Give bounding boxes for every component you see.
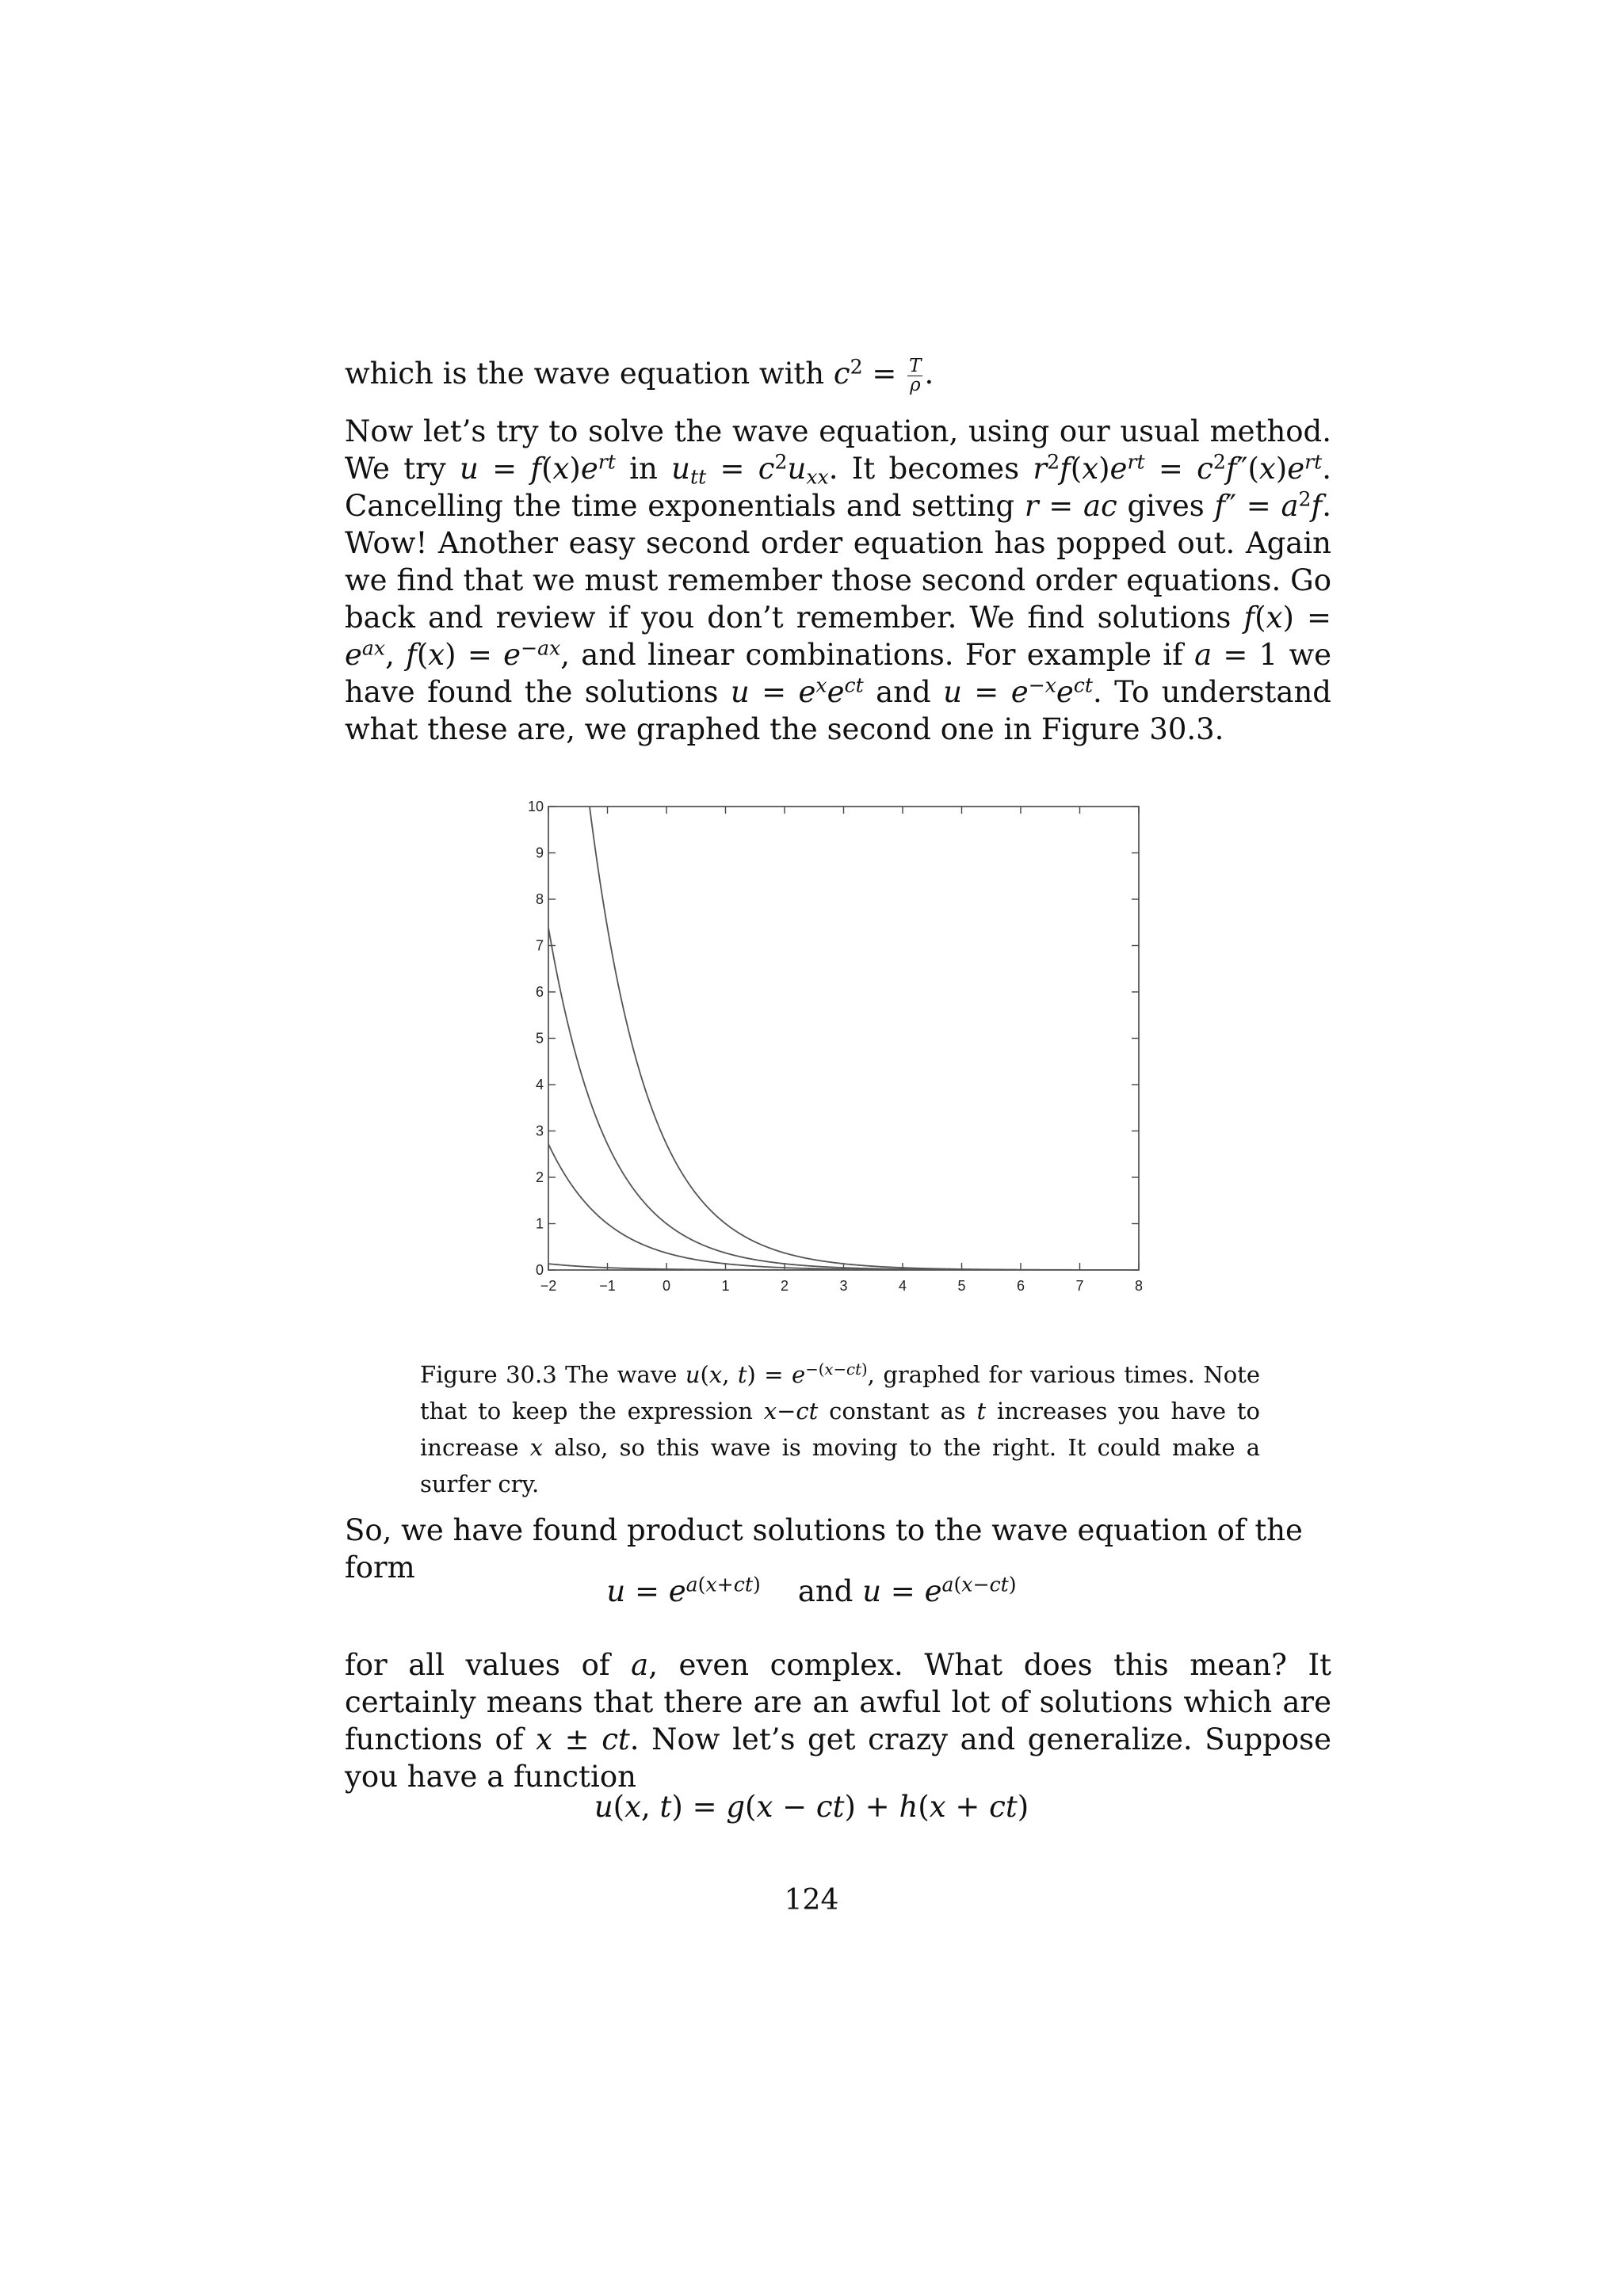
x-tick-label: 1 [721,1278,730,1294]
paragraph-1: Now let’s try to solve the wave equation, using our usual method. We try $u = f(x)e^{rt}$ in $u_{tt} = c^2u_{xx}$. It becomes $r^2f(x)e^{rt} = c^2f''(x)e^{rt}$. Cancelling the time exponentials and setting r = ac gives $f'' = a^2f$. Wow! Another easy second order equation has popped out. Again we find that we must remember those second order equations. Go back and review if you don’t remember. We find solutions $f(x) = e^{ax}$, $f(x) = e^{-ax}$, and linear combinations. For example if a = 1 we have found the solutions $u = e^xe^{ct}$ and $u = e^{-x}e^{ct}$. To understand what these are, we graphed the second one in Figure 30.3. [345,414,1332,746]
y-tick-label: 1 [535,1215,544,1232]
x-tick-label: 0 [662,1278,671,1294]
paragraph-3: for all values of a, even complex. What does this mean? It certainly means that there are an awful lot of solutions which are functions of x ± ct. Now let’s get crazy and generalize. Suppose you have a function [345,1648,1331,1794]
series-line-2 [548,1144,1139,1270]
figure-label: Figure 30.3 [420,1361,557,1388]
figure-caption: Figure 30.3 The wave u(x, $t) = e^{-(x-ct)}$, graphed for various times. Note that to keep the expression x−ct constant as t increases you have to increase x also, so this wave is moving to the right. It could make a surfer cry. [420,1360,1260,1497]
y-tick-label: 5 [535,1030,544,1047]
page-number: 124 [784,1884,839,1917]
x-tick-label: 3 [839,1278,848,1294]
x-tick-label: 8 [1134,1278,1144,1294]
x-tick-label: 7 [1075,1278,1084,1294]
display-equation-2: u(x, t) = g(x − ct) + h(x + ct) [594,1790,1029,1824]
y-tick-label: 8 [535,891,544,907]
plot-frame [548,807,1139,1270]
series-line-4 [548,339,1139,1270]
series-line-3 [548,928,1139,1270]
x-tick-label: 5 [957,1278,966,1294]
y-tick-label: 3 [535,1123,544,1139]
x-tick-label: 2 [780,1278,789,1294]
y-tick-label: 0 [535,1262,544,1278]
y-tick-label: 6 [535,984,544,1000]
y-tick-label: 9 [535,845,544,861]
x-tick-label: −2 [540,1278,557,1294]
y-tick-label: 7 [535,937,544,954]
x-tick-label: −1 [599,1278,616,1294]
display-equation-1: $u = e^{a(x+ct)}$ and $u = e^{a(x-ct)}$ [606,1573,1017,1608]
fraction-t-over-rho: $\frac{T}{\rho}$ [909,356,922,395]
x-tick-label: 6 [1016,1278,1025,1294]
y-tick-label: 4 [535,1077,544,1093]
intro-line: which is the wave equation with $c^2$ = $\frac{T}{\rho}$ . [345,355,934,395]
paragraph-2: So, we have found product solutions to the wave equation of the form [345,1513,1303,1585]
x-tick-label: 4 [898,1278,907,1294]
y-tick-label: 10 [527,799,544,814]
y-tick-label: 2 [535,1169,544,1185]
